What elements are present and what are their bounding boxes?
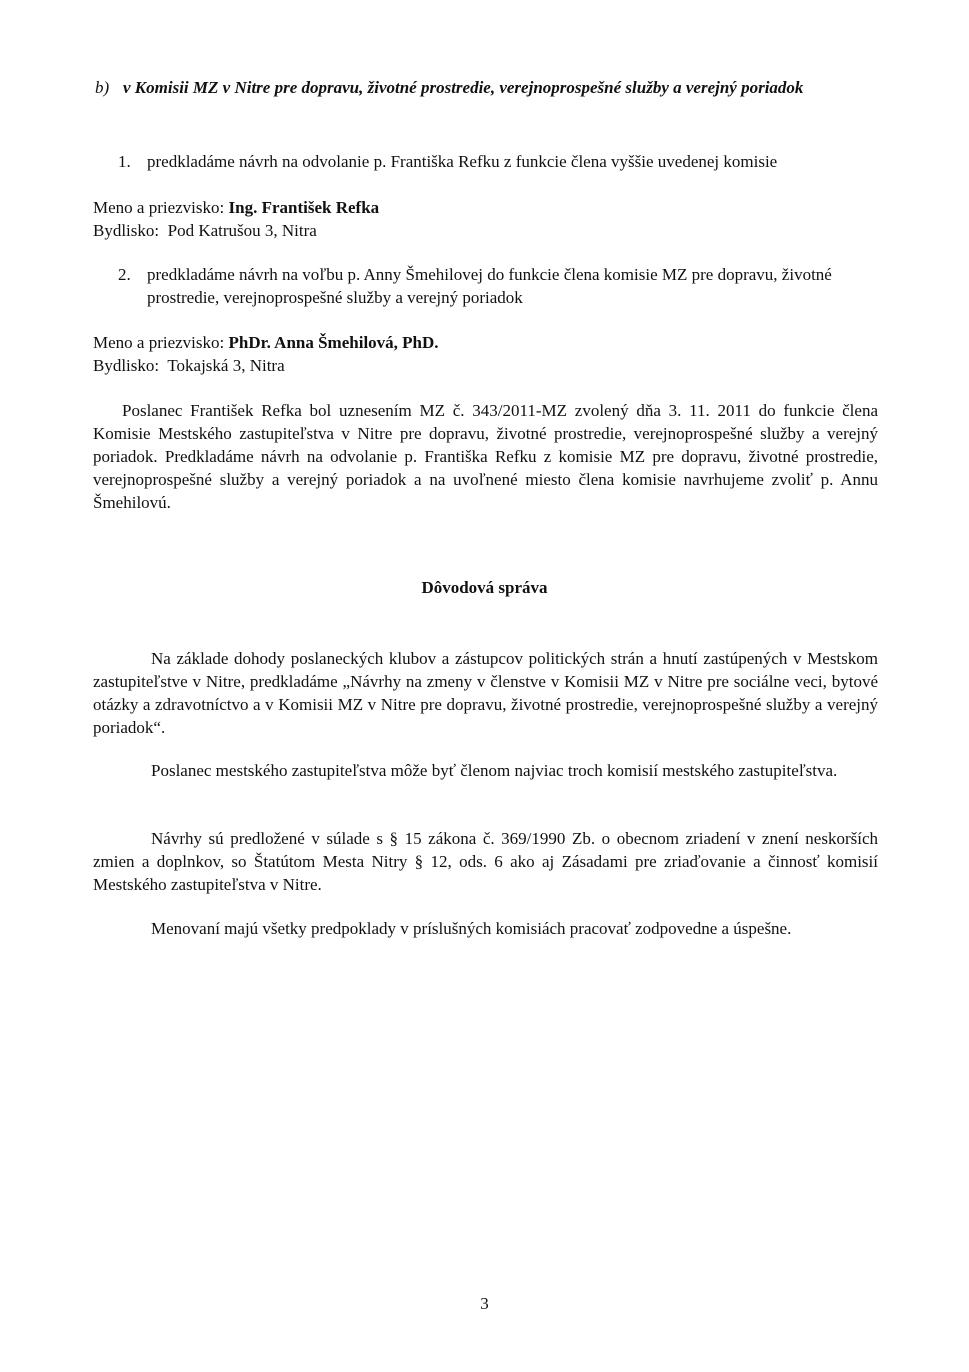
section-letter: b) xyxy=(95,78,110,97)
page-number: 3 xyxy=(480,1294,489,1313)
report-paragraph-4: Menovaní majú všetky predpoklady v príslušných komisiách pracovať zodpovedne a úspešne. xyxy=(151,919,792,938)
person-address-1 xyxy=(93,219,317,242)
section-b-heading xyxy=(95,76,895,99)
address-label: Bydlisko: xyxy=(93,221,160,240)
item-number: 2. xyxy=(118,265,131,284)
name-label: Meno a priezvisko: xyxy=(93,333,225,352)
address-value: Tokajská 3, Nitra xyxy=(167,356,285,375)
item-text: predkladáme návrh na voľbu p. Anny Šmehilovej do funkcie člena komisie MZ pre dopravu, životné prostredie, verejnoprospešné služby a verejný poriadok xyxy=(147,265,832,307)
name-value: PhDr. Anna Šmehilová, PhD. xyxy=(228,333,439,352)
person-name-1 xyxy=(93,196,379,219)
address-value: Pod Katrušou 3, Nitra xyxy=(167,221,317,240)
report-paragraph-1: Na základe dohody poslaneckých klubov a zástupcov politických strán a hnutí zastúpených v Mestskom zastupiteľstve v Nitre, predkladáme „Návrhy na zmeny v členstve v Komisii MZ v Nitre pre sociálne veci, bytové otázky a zdravotníctvo a v Komisii MZ v Nitre pre dopravu, životné prostredie, verejnoprospešné služby a verejný poriadok“. xyxy=(93,649,878,737)
summary-paragraph: Poslanec František Refka bol uznesením MZ č. 343/2011-MZ zvolený dňa 3. 11. 2011 do funkcie člena Komisie Mestského zastupiteľstva v Nitre pre dopravu, životné prostredie, verejnoprospešné služby a verejný poriadok. Predkladáme návrh na odvolanie p. Františka Refku z komisie MZ pre dopravu, životné prostredie, verejnoprospešné služby a verejný poriadok a na uvoľnené miesto člena komisie navrhujeme zvoliť p. Annu Šmehilovú. xyxy=(93,401,878,512)
person-name-2 xyxy=(93,331,439,354)
item-number: 1. xyxy=(118,152,131,171)
list-item-1 xyxy=(118,150,888,173)
report-paragraph-2: Poslanec mestského zastupiteľstva môže byť členom najviac troch komisií mestského zastupiteľstva. xyxy=(151,761,838,780)
person-address-2 xyxy=(93,354,285,377)
list-item-2 xyxy=(118,263,888,309)
name-label: Meno a priezvisko: xyxy=(93,198,225,217)
report-heading: Dôvodová správa xyxy=(421,578,548,597)
name-value: Ing. František Refka xyxy=(228,198,380,217)
report-paragraph-3: Návrhy sú predložené v súlade s § 15 zákona č. 369/1990 Zb. o obecnom zriadení v znení neskorších zmien a doplnkov, so Štatútom Mesta Nitry § 12, ods. 6 ako aj Zásadami pre zriaďovanie a činnosť komisií Mestského zastupiteľstva v Nitre. xyxy=(93,829,878,894)
item-text: predkladáme návrh na odvolanie p. Františka Refku z funkcie člena vyššie uvedenej komisie xyxy=(147,152,778,171)
section-title: v Komisii MZ v Nitre pre dopravu, životné prostredie, verejnoprospešné služby a verejný poriadok xyxy=(123,78,804,97)
address-label: Bydlisko: xyxy=(93,356,160,375)
